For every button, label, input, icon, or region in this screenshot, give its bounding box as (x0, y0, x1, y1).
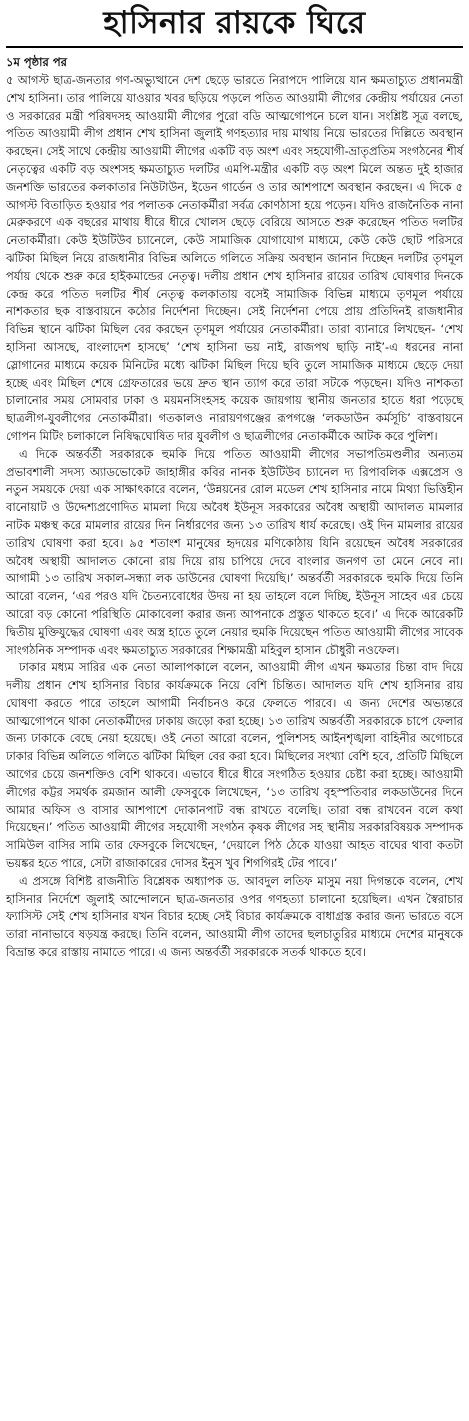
continued-from-label: ১ম পৃষ্ঠার পর (6, 55, 67, 69)
article-paragraph: ঢাকার মধ্যম সারির এক নেতা আলাপকালে বলেন, আওয়ামী লীগ এখন ক্ষমতার চিন্তা বাদ দিয়ে দলীয় প্রধান শেখ হাসিনার বিচার কার্যক্রমকে নিয়ে বেশি চিন্তিত। আদালত যদি শেখ হাসিনার রায় ঘোষণা করতে পারে তাহলে আগামী নির্বাচনও করে ফেলতে পারবে। এ জন্য দেশের অভ্যন্তরে আত্মগোপনে থাকা নেতাকর্মীদের ঢাকায় জড়ো করা হচ্ছে। ১৩ তারিখ অন্তর্বর্তী সরকারকে চাপে ফেলার জন্য ঢাকাকে বেছে নেয়া হয়েছে। ওই নেতা আরো বলেন, পুলিশসহ আইনশৃঙ্খলা বাহিনীর অগোচরে ঢাকার বিভিন্ন অলিতে গলিতে ঝটিকা মিছিল বের করা হবে। মিছিলের সংখ্যা বেশি হবে, প্রতিটি মিছিলে আগের চেয়ে জনশক্তিও বেশি থাকবে। এভাবে ধীরে ধীরে সংগঠিত হওয়ার চেষ্টা করা হচ্ছে। আওয়ামী লীগের কট্টর সমর্থক রমজান আলী ফেসবুকে লিখেছেন, ‘১৩ তারিখ বৃহস্পতিবার লকডাউনের দিনে আমার অফিস ও বাসার আশপাশে দোকানপাট বন্ধ রাখতে বলেছি। তারা বন্ধ রাখবেন বলে কথা দিয়েছেন।’ পতিত আওয়ামী লীগের সহযোগী সংগঠন কৃষক লীগের সহ স্থানীয় সরকারবিষয়ক সম্পাদক সামিউল বাসির সামি তার ফেসবুকে লিখেছেন, ‘দেয়ালে পিঠ ঠেকে যাওয়া আহত বাঘের থাবা কতটা ভয়ঙ্কর হতে পারে, সেটা রাজাকারের দোসর ইনুস খুব শিগগিরই টের পাবে।’ (6, 660, 463, 871)
article-paragraph: এ দিকে অন্তর্বর্তী সরকারকে হুমকি দিয়ে পতিত আওয়ামী লীগের সভাপতিমণ্ডলীর অন্যতম প্রভাবশালী সদস্য অ্যাডভোকেট জাহাঙ্গীর কবির নানক ইউটিউব চ্যানেল দ্য রিপাবলিক এক্সপ্রেস ও নতুন সময়কে দেয়া এক সাক্ষাৎকারে বলেন, ‘উন্নয়নের রোল মডেল শেখ হাসিনার নামে মিথ্যা ভিত্তিহীন বানোয়াট ও উদ্দেশ্যপ্রণোদিত মামলা দিয়ে অবৈধ ইউনূস সরকারের অবৈধ অস্থায়ী আদালত মামলার নাটক মঞ্চস্থ করে মামলার রায়ের দিন নির্ধারণের জন্য ১৩ তারিখ ধার্য করেছে। ওই দিন মামলার রায়ের তারিখ ঘোষণা করা হবে। ৯৫ শতাংশ মানুষের হৃদয়ের মণিকোঠায় যিনি রয়েছেন অবৈধ সরকারের অবৈধ অস্থায়ী আদালত কোনো রায় দিয়ে রায় চাপিয়ে দেবে বাংলার জনগণ তা মেনে নেবে না। আগামী ১৩ তারিখ সকাল-সন্ধ্যা লক ডাউনের ঘোষণা দিয়েছি।’ অন্তর্বর্তী সরকারকে হুমকি দিয়ে তিনি আরো বলেন, ‘এর পরও যদি চৈতন্যবোধের উদয় না হয় তাহলে বলে দিচ্ছি, ইউনূস সাহেব এর চেয়ে আরো বড় কোনো পরিস্থিতি মোকাবেলা করার জন্য আপনাকে প্রস্তুত থাকতে হবে।’ এ দিকে আরেকটি দ্বিতীয় মুক্তিযুদ্ধের ঘোষণা এবং অস্ত্র হাতে তুলে নেয়ার হুমকি দিয়েছেন পতিত আওয়ামী লীগের সাবেক সাংগঠনিক সম্পাদক এবং ক্ষমতাচ্যুত সরকারের শিক্ষামন্ত্রী মহিবুল হাসান চৌধুরী নওফেল। (6, 446, 463, 657)
article-body (6, 72, 463, 962)
headline-divider (6, 46, 463, 48)
article-paragraph: ৫ আগস্ট ছাত্র-জনতার গণ-অভ্যুত্থানে দেশ ছেড়ে ভারতে নিরাপদে পালিয়ে যান ক্ষমতাচ্যুত প্রধানমন্ত্রী শেখ হাসিনা। তার পালিয়ে যাওয়ার খবর ছড়িয়ে পড়লে পতিত আওয়ামী লীগের কেন্দ্রীয় পর্যায়ের নেতা ও সরকারের মন্ত্রী পরিষদসহ আওয়ামী লীগের পুরো বডি আত্মগোপনে চলে যান। সংশ্লিষ্ট সূত্র বলছে, পতিত আওয়ামী লীগ প্রধান শেখ হাসিনা জুলাই গণহত্যার দায় মাথায় নিয়ে ভারতের দিল্লিতে অবস্থান করছেন। সেই সাথে কেন্দ্রীয় আওয়ামী লীগের একটি বড় অংশ এবং সহযোগী-ভ্রাতৃপ্রতিম সংগঠনের শীর্ষ নেতৃত্বের একটি বড় অংশসহ ক্ষমতাচ্যুত দলটির এমপি-মন্ত্রীর একটি বড় অংশ মিলে অন্তত দুই হাজার জনশক্তি ভারতের কলকাতার নিউটাউন, ইডেন গার্ডেন ও তার আশপাশে অবস্থান করছেন। এ দিকে ৫ আগস্ট বিতাড়িত হওয়ার পর পলাতক নেতাকর্মীরা সর্বত্র কোণঠাসা হয়ে পড়েন। যদিও রাজনৈতিক নানা মেরুকরণে এক বছরের মাথায় ধীরে ধীরে খোলস ছেড়ে বেরিয়ে আসতে শুরু করেছেন পতিত দলটির নেতাকর্মীরা। কেউ ইউটিউব চ্যানেলে, কেউ সামাজিক যোগাযোগ মাধ্যমে, কেউ কেউ ছোট পরিসরে ঝটিকা মিছিল নিয়ে রাজধানীর বিভিন্ন অলিতে গলিতে সক্রিয় অবস্থান জানান দিচ্ছেন দলটির তৃণমূল পর্যায় থেকে শুরু করে হাইকমান্ডের নেতৃত্ব। দলীয় প্রধান শেখ হাসিনার রায়ের তারিখ ঘোষণার দিনকে কেন্দ্র করে পতিত দলটির শীর্ষ নেতৃত্ব কলকাতায় বসেই সামাজিক বিভিন্ন মাধ্যমে তৃণমূল পর্যায়ে নাশকতার ছক বাস্তবায়নে কঠোর নির্দেশনা দিচ্ছেন। সেই নির্দেশনা পেয়ে প্রায় প্রতিদিনই রাজধানীর বিভিন্ন স্থানে ঝটিকা মিছিল বের করছেন তৃণমূল পর্যায়ের নেতাকর্মীরা। তারা ব্যানারে লিখছেন- ‘শেখ হাসিনা আসছে, বাংলাদেশ হাসছে’ ‘শেখ হাসিনা ভয় নাই, রাজপথ ছাড়ি নাই’-এ ধরনের নানা স্লোগানের মাধ্যমে কয়েক মিনিটের মধ্যে ঝটিকা মিছিল দিয়ে ছবি তুলে সামাজিক মাধ্যমে ছেড়ে দেয়া হচ্ছে এবং মিছিল শেষে গ্রেফতারের ভয়ে দ্রুত স্থান ত্যাগ করে তারা সটকে পড়ছেন। যদিও নাশকতা চালানোর সময় সোমবার ঢাকা ও ময়মনসিংহসহ কয়েক জায়গায় স্থানীয় জনতার হাতে ধরা পড়েছে ছাত্রলীগ-যুবলীগের নেতাকর্মীরা। গতকালও নারায়ণগঞ্জের রূপগঞ্জে ‘লকডাউন কর্মসূচি’ বাস্তবায়নে গোপন মিটিং চলাকালে নিষিদ্ধঘোষিত দার যুবলীগ ও ছাত্রলীগের নেতাকর্মীকে আটক করে পুলিশ। (6, 73, 463, 443)
article-headline: হাসিনার রায়কে ঘিরে (103, 5, 366, 41)
article-paragraph: এ প্রসঙ্গে বিশিষ্ট রাজনীতি বিশ্লেষক অধ্যাপক ড. আবদুল লতিফ মাসুম নয়া দিগন্তকে বলেন, শেখ হাসিনার নির্দেশে জুলাই আন্দোলনে ছাত্র-জনতার ওপর গণহত্যা চালানো হয়েছিল। এখন স্বৈরাচার ফ্যাসিস্ট সেই শেখ হাসিনার যখন বিচার হচ্ছে সেই বিচার কার্যক্রমকে বাধাগ্রস্ত করার জন্য ভারতে বসে তারা নানাভাবে ষড়যন্ত্র করছে। তিনি বলেন, আওয়ামী লীগ তাদের ছলচাতুরির মাধ্যমে দেশের মানুষকে বিভ্রান্ত করে রাস্তায় নামাতে পারে। এ জন্য অন্তর্বর্তী সরকারকে সতর্ক থাকতে হবে। (6, 873, 463, 960)
